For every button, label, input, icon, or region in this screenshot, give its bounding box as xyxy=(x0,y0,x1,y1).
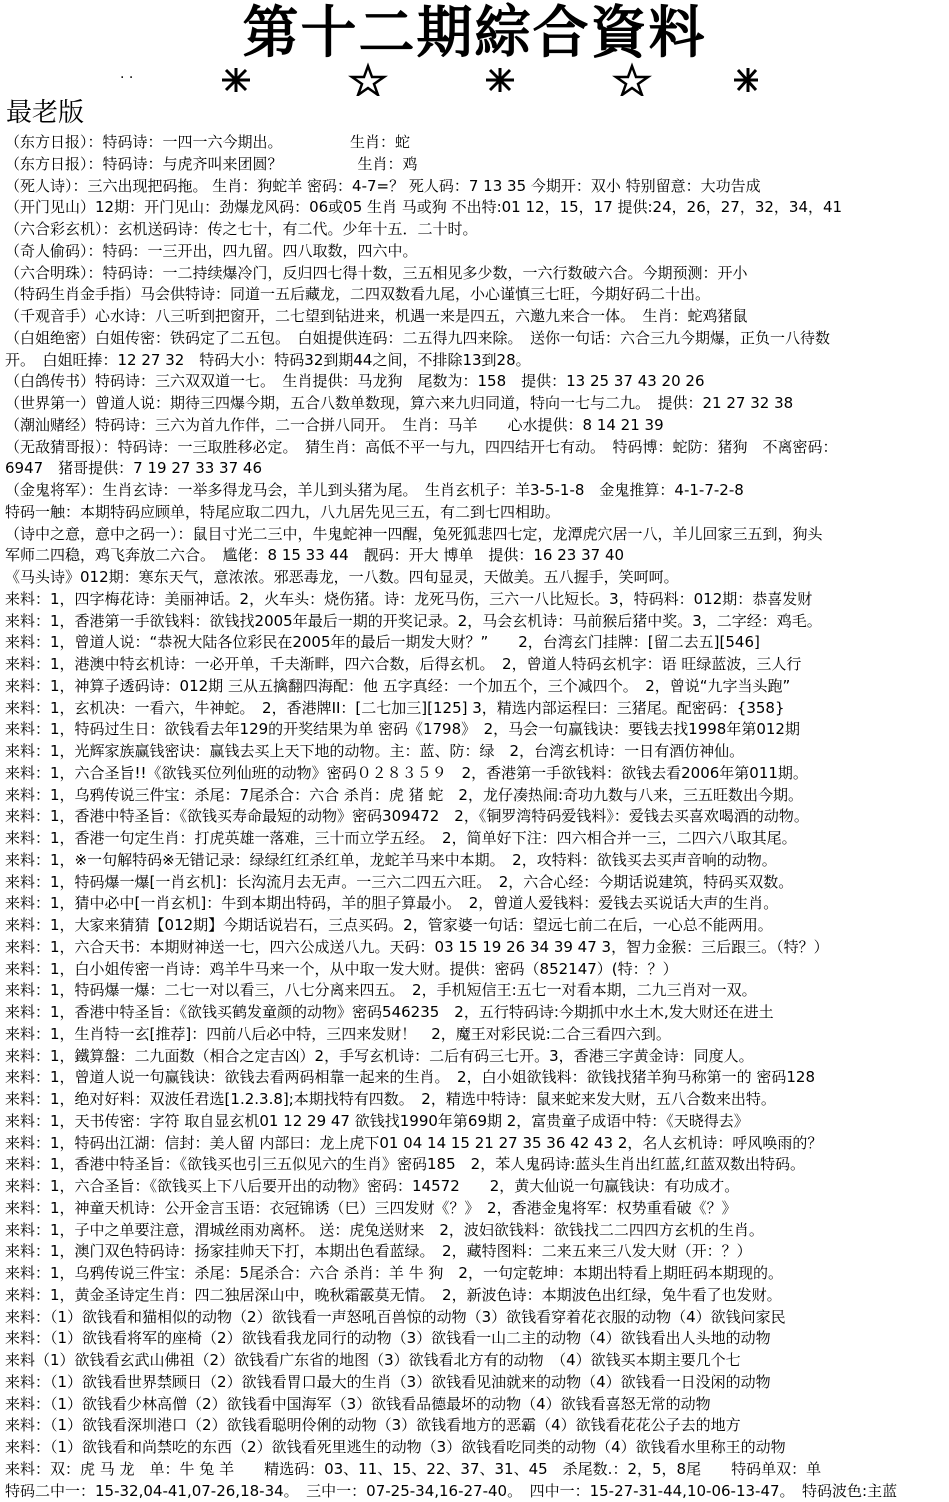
text-line: 来料：（1）欲钱看和尚禁吃的东西（2）欲钱看死里逃生的动物（3）欲钱看吃同类的动物（4）欲钱看水里称王的动物 xyxy=(5,1437,949,1459)
star-divider xyxy=(120,62,760,96)
text-line: （无敌猜哥报）：特码诗：一三取胜移必定。 猜生肖：高低不平一与九，四四结开七有动。 特码博：蛇防：猪狗 不离密码： xyxy=(5,437,949,459)
text-line: 来料：（1）欲钱看和猫相似的动物（2）欲钱看一声怒吼百兽惊的动物（3）欲钱看穿着花衣服的动物（4）欲钱问家民 xyxy=(5,1307,949,1329)
text-line: 来料：1，六合圣旨!!《欲钱买位列仙班的动物》密码０２８３５９ 2，香港第一手欲钱料：欲钱去看2006年第011期。 xyxy=(5,763,949,785)
text-line: 来料：1，白小姐传密一肖诗：鸡羊牛马来一个，从中取一发大财。提供：密码（852147）(特：？） xyxy=(5,959,949,981)
text-line: 来料：1，乌鸦传说三件宝：杀尾：5尾杀合：六合 杀肖：羊 牛 狗 2，一句定乾坤：本期出特看上期旺码本期现的。 xyxy=(5,1263,949,1285)
text-line: （白姐绝密）白姐传密：铁码定了二五包。 白姐提供连码：二五得九四来除。 送你一句话：六合三九今期爆，正负一八待数 xyxy=(5,328,949,350)
text-line: 来料（1）欲钱看玄武山佛祖（2）欲钱看广东省的地图（3）欲钱看北方有的动物 （4）欲钱买本期主要几个七 xyxy=(5,1350,949,1372)
text-line: （奇人偷码）：特码：一三开出，四九留。四八取数，四六中。 xyxy=(5,241,949,263)
divider-stars xyxy=(178,62,758,96)
text-line: （东方日报）：特码诗：一四一六今期出。 生肖：蛇 xyxy=(5,132,949,154)
text-line: 来料：1，香港中特圣旨：《欲钱买寿命最短的动物》密码309472 2，《铜罗湾特码爱钱料》：爱钱去买喜欢喝酒的动物。 xyxy=(5,806,949,828)
text-line: 来料：1，大家来猜猜【012期】今期话说岩石，三点买码。2，管家婆一句话：望远七前二在后，一心总不能两用。 xyxy=(5,915,949,937)
text-line: 来料：1，曾道人说：“恭祝大陆各位彩民在2005年的最后一期发大财？” 2，台湾玄门挂牌：[留二去五][546] xyxy=(5,632,949,654)
text-line: 《马头诗》012期：寒东天气，意浓浓。邪恶毒龙，一八数。四旬显灵，天做美。五八握手，笑呵呵。 xyxy=(5,567,949,589)
text-line: 来料：1，乌鸦传说三件宝：杀尾：7尾杀合：六合 杀肖：虎 猪 蛇 2，龙仔凑热闹:奇功九数与八来，三五旺数出今期。 xyxy=(5,785,949,807)
edition-label: 最老版 xyxy=(6,96,84,130)
text-line: 来料：1，绝对好料：双波任君选[1.2.3.8];本期找特有四数。 2，精选中特诗：鼠来蛇来发大财，五八合数来出特。 xyxy=(5,1089,949,1111)
content-lines xyxy=(5,132,949,1502)
text-line: 来料：（1）欲钱看世界禁顾日（2）欲钱看胃口最大的生肖（3）欲钱看见油就来的动物（4）欲钱看一日没闲的动物 xyxy=(5,1372,949,1394)
text-line: （白鸽传书）特码诗：三六双双道一七。 生肖提供：马龙狗 尾数为：158 提供：13 25 37 43 20 26 xyxy=(5,371,949,393)
text-line: 来料：1，光辉家族赢钱密诀：赢钱去买上天下地的动物。主：蓝、防：绿 2，台湾玄机诗：一日有酒仿神仙。 xyxy=(5,741,949,763)
text-line: 来料：1，猜中必中[一肖玄机]：牛到本期出特码，羊的胆子算最小。 2，曾道人爱钱料：爱钱去买说话大声的生肖。 xyxy=(5,893,949,915)
text-line: 来料：1，黄金圣诗定生肖：四二独居深山中，晚秋霜霰莫无情。 2，新波色诗：本期波色出红绿，兔牛看了也发财。 xyxy=(5,1285,949,1307)
text-line: （诗中之意，意中之码一）：鼠目寸光二三中，牛鬼蛇神一四醒，兔死狐悲四七定，龙潭虎穴居一八，羊儿回家三五到，狗头 xyxy=(5,524,949,546)
text-line: （千观音手）心水诗：八三听到把窗开，二七望到钻进来，机遇一来是四五，六邀九来合一体。 生肖：蛇鸡猪鼠 xyxy=(5,306,949,328)
text-line: 军师二四稳，鸡飞奔放二六合。 尴佬：8 15 33 44 靓码：开大 博单 提供：16 23 37 40 xyxy=(5,545,949,567)
text-line: （东方日报）：特码诗：与虎齐叫来团圆？ 生肖：鸡 xyxy=(5,154,949,176)
divider-dots: · · xyxy=(120,68,133,88)
text-line: 来料：双：虎 马 龙 单：牛 兔 羊 精选码：03、11、15、22、37、31、45 杀尾数.：2，5，8尾 特码单双：单 xyxy=(5,1459,949,1481)
text-line: 来料：1，香港一句定生肖：打虎英雄一落难，三十而立学五经。 2，简单好下注：四六相合并一三，二四六八取其尾。 xyxy=(5,828,949,850)
text-line: 来料：1，六合天书：本期财神送一七，四六公成送八九。天码：03 15 19 26 34 39 47 3，智力金猴：三后跟三。（特？） xyxy=(5,937,949,959)
star-outline-icon xyxy=(352,66,384,95)
text-line: 来料：1，六合圣旨：《欲钱买上下八后要开出的动物》密码：14572 2，黄大仙说一句赢钱诀：有功成才。 xyxy=(5,1176,949,1198)
text-line: 来料：1，天书传密：字符 取自显玄机01 12 29 47 欲钱找1990年第69期 2，富贵童子成语中特：《天晓得去》 xyxy=(5,1111,949,1133)
text-line: 来料：1，鐵算盤：二九面数（相合之定吉凶）2，手写玄机诗：二后有码三七开。3，香港三字黄金诗：同度人。 xyxy=(5,1046,949,1068)
text-line: 开。 白姐旺捧：12 27 32 特码大小：特码32到期44之间，不排除13到28。 xyxy=(5,350,949,372)
text-line: （六合明珠）：特码诗：一二持续爆冷门，反归四七得十数，三五相见多少数，一六行数破六合。今期预测：开小 xyxy=(5,263,949,285)
asterisk-icon xyxy=(734,68,758,92)
text-line: 来料：1，特码过生日：欲钱看去年129的开奖结果为单 密码《1798》 2，马会一句赢钱诀：要钱去找1998年第012期 xyxy=(5,719,949,741)
text-line: （死人诗）：三六出现把码拖。 生肖：狗蛇羊 密码：4-7=？ 死人码：7 13 35 今期开：双小 特别留意：大功告成 xyxy=(5,176,949,198)
text-line: （六合彩玄机）：玄机送码诗：传之七十，有二代。少年十五．二十时。 xyxy=(5,219,949,241)
text-line: 来料：1，玄机决：一看六，牛神蛇。 2，香港牌II：[二七加三][125] 3，精选内部运程曰：三猪尾。配密码：{358} xyxy=(5,698,949,720)
text-line: 来料：1，香港中特圣旨：《欲钱买鹤发童颜的动物》密码546235 2，五行特码诗:今期抓中水土木,发大财还在进土 xyxy=(5,1002,949,1024)
text-line: 来料：1，特码出江湖：信封：美人留 内部曰：龙上虎下01 04 14 15 21 27 35 36 42 43 2，名人玄机诗：呼风唤雨的？ xyxy=(5,1133,949,1155)
text-line: 来料：1，生肖特一玄[推荐]：四前八后必中特，三四来发财！ 2，魔王对彩民说:二合三看四六到。 xyxy=(5,1024,949,1046)
text-line: 来料：1，※一句解特码※无错记录：绿绿红红杀红单，龙蛇羊马来中本期。 2，攻特料：欲钱买去买声音响的动物。 xyxy=(5,850,949,872)
text-line: 来料：1，子中之单要注意，渭城丝雨劝离杯。 送：虎兔送财来 2，波妇欲钱料：欲钱找二二四四方玄机的生肖。 xyxy=(5,1220,949,1242)
text-line: （世界第一）曾道人说：期待三四爆今期，五合八数单数现，算六来九归同道，特向一七与二九。 提供：21 27 32 38 xyxy=(5,393,949,415)
text-line: 来料：（1）欲钱看将军的座椅（2）欲钱看我龙同行的动物（3）欲钱看一山二主的动物（4）欲钱看出人头地的动物 xyxy=(5,1328,949,1350)
text-line: 来料：1，香港中特圣旨：《欲钱买也引三五似见六的生肖》密码185 2，苯人鬼码诗:蓝头生肖出红蓝,红蓝双数出特码。 xyxy=(5,1154,949,1176)
page-title: 第十二期綜合資料 xyxy=(0,2,949,64)
text-line: 来料：（1）欲钱看少林高僧（2）欲钱看中国海军（3）欲钱看品德最坏的动物（4）欲钱看喜怒无常的动物 xyxy=(5,1394,949,1416)
asterisk-icon xyxy=(222,68,250,92)
text-line: （潮汕赌经）特码诗：三六为首九作伴，二一合拼八同开。 生肖：马羊 心水提供：8 14 21 39 xyxy=(5,415,949,437)
text-line: 特码二中一：15-32,04-41,07-26,18-34。 三中一：07-25-34,16-27-40。 四中一：15-27-31-44,10-06-13-47。 特码波色:主蓝 xyxy=(5,1481,949,1502)
text-line: 来料：1，香港第一手欲钱料：欲钱找2005年最后一期的开奖记录。2，马会玄机诗：马前猴后猪中奖。3，二字经：鸡毛。 xyxy=(5,611,949,633)
text-line: 6947 猪哥提供：7 19 27 33 37 46 xyxy=(5,458,949,480)
text-line: 来料：（1）欲钱看深圳港口（2）欲钱看聪明伶俐的动物（3）欲钱看地方的恶霸（4）欲钱看花花公子去的地方 xyxy=(5,1415,949,1437)
text-line: 来料：1，神算子透码诗：012期 三从五擒翻四海配：他 五字真经：一个加五个，三个减四个。 2，曾说“九字当头跑” xyxy=(5,676,949,698)
text-line: 来料：1，曾道人说一句赢钱诀：欲钱去看两码相靠一起来的生肖。 2，白小姐欲钱料：欲钱找猪羊狗马称第一的 密码128 xyxy=(5,1067,949,1089)
text-line: （开门见山）12期：开门见山：劲爆龙风码：06或05 生肖 马或狗 不出特:01 12，15，17 提供:24，26，27，32，34，41 xyxy=(5,197,949,219)
text-line: 来料：1，神童天机诗：公开金言玉语：衣冠锦诱（巳）三四发财《？》 2，香港金鬼将军：权势重看破《？》 xyxy=(5,1198,949,1220)
text-line: 来料：1，四字梅花诗：美丽神话。2，火车头：烧伤猪。诗：龙死马伤，三六一八比短长。3，特码料：012期：恭喜发财 xyxy=(5,589,949,611)
text-line: 来料：1，澳门双色特码诗：扬家挂帅天下打，本期出色看蓝绿。 2，藏特图料：二来五来三八发大财（开：？） xyxy=(5,1241,949,1263)
asterisk-icon xyxy=(486,68,514,92)
text-line: 特码一触：本期特码应顾单，特尾应取二四九，八九居先见三五，有二到七四相助。 xyxy=(5,502,949,524)
text-line: （特码生肖金手指）马会供特诗：同道一五后藏龙，二四双数看九尾，小心谨慎三七旺，今期好码二十出。 xyxy=(5,284,949,306)
text-line: 来料：1，特码爆一爆[一肖玄机]：长沟流月去无声。一三六二四五六旺。 2，六合心经：今期话说建筑，特码买双数。 xyxy=(5,872,949,894)
text-line: 来料：1，特码爆一爆：二七一对以看三，八七分离来四五。 2，手机短信王:五七一对看本期，二九三肖对一双。 xyxy=(5,980,949,1002)
text-line: （金鬼将军）：生肖玄诗：一举多得龙马会，羊儿到头猪为尾。 生肖玄机子：羊3-5-1-8 金鬼推算：4-1-7-2-8 xyxy=(5,480,949,502)
star-outline-icon xyxy=(616,66,648,95)
text-line: 来料：1，港澳中特玄机诗：一必开单，千夫渐畔，四六合数，后得玄机。 2，曾道人特码玄机字：语 旺绿蓝波，三人行 xyxy=(5,654,949,676)
